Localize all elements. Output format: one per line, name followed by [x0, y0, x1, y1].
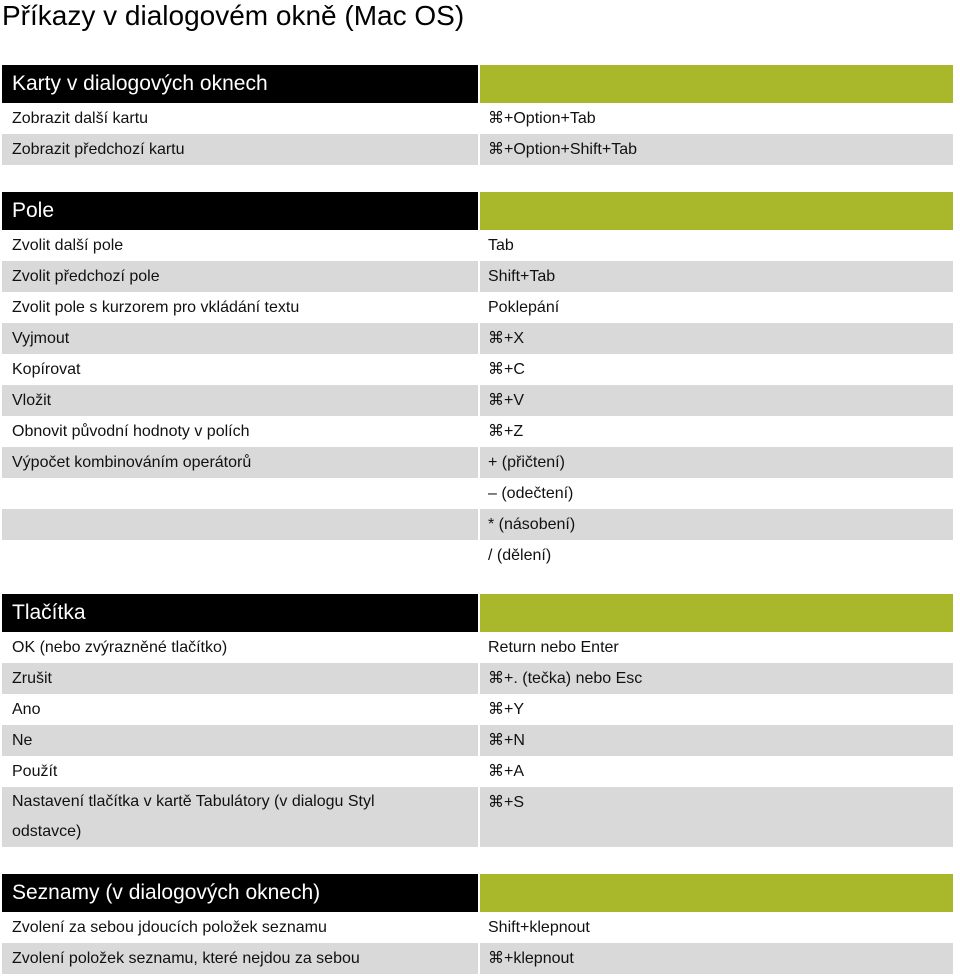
shortcut: ⌘+V: [480, 385, 953, 416]
shortcut: Shift+Tab: [480, 261, 953, 292]
section-header-accent: [480, 874, 953, 912]
command-label: Zvolit pole s kurzorem pro vkládání textu: [12, 299, 300, 316]
table-row: [2, 632, 953, 663]
section-title: Tlačítka: [2, 594, 478, 632]
table-row: [2, 912, 953, 943]
table-row: [2, 354, 953, 385]
table-row: [2, 261, 953, 292]
section-title: Pole: [2, 192, 478, 230]
command-label: [2, 478, 478, 509]
shortcut: ⌘+X: [480, 323, 953, 354]
command-label: Zvolení položek seznamu, které nejdou za sebou: [2, 943, 478, 974]
section-buttons: [2, 594, 953, 847]
table-row: [2, 663, 953, 694]
command-label: Kopírovat: [12, 361, 81, 378]
shortcut: * (násobení): [480, 509, 953, 540]
table-row: [2, 385, 953, 416]
shortcut: ⌘+A: [488, 763, 525, 780]
table-row: [2, 478, 953, 509]
section-header: [2, 65, 953, 103]
shortcut: / (dělení): [488, 547, 552, 564]
table-row: [2, 103, 953, 134]
shortcut: ⌘+Option+Shift+Tab: [480, 134, 953, 165]
shortcut: ⌘+. (tečka) nebo Esc: [480, 663, 953, 694]
section-title: Karty v dialogových oknech: [2, 65, 478, 103]
section-header-accent: [480, 594, 953, 632]
shortcut: ⌘+S: [480, 787, 953, 847]
section-header: [2, 192, 953, 230]
section-tabs: [2, 65, 953, 165]
command-label: Nastavení tlačítka v kartě Tabulátory (v dialogu Styl odstavce): [2, 787, 478, 847]
command-label: Zobrazit předchozí kartu: [2, 134, 478, 165]
table-row: [2, 230, 953, 261]
section-header-accent: [480, 65, 953, 103]
table-row: [2, 787, 953, 847]
command-label: Výpočet kombinováním operátorů: [2, 447, 478, 478]
command-label: [2, 509, 478, 540]
shortcut: Return nebo Enter: [488, 639, 619, 656]
section-fields: [2, 192, 953, 571]
table-row: [2, 509, 953, 540]
shortcut: ⌘+C: [488, 361, 525, 378]
command-label: OK (nebo zvýrazněné tlačítko): [12, 639, 228, 656]
shortcut: + (přičtení): [480, 447, 953, 478]
table-row: [2, 943, 953, 974]
table-row: [2, 725, 953, 756]
section-lists: [2, 874, 953, 974]
command-label: Vyjmout: [2, 323, 478, 354]
table-row: [2, 447, 953, 478]
table-row: [2, 134, 953, 165]
section-header: [2, 594, 953, 632]
command-label: Zvolit další pole: [12, 237, 124, 254]
command-label: Obnovit původní hodnoty v polích: [12, 423, 250, 440]
shortcut: ⌘+N: [480, 725, 953, 756]
table-row: [2, 416, 953, 447]
shortcut: Poklepání: [488, 299, 560, 316]
table-row: [2, 694, 953, 725]
command-label: Ne: [2, 725, 478, 756]
shortcut: ⌘+Y: [488, 701, 525, 718]
table-row: [2, 756, 953, 787]
command-label: Zobrazit další kartu: [12, 110, 149, 127]
page-title: Příkazy v dialogovém okně (Mac OS): [2, 0, 465, 31]
command-label: Použít: [12, 763, 58, 780]
command-label: Zrušit: [2, 663, 478, 694]
shortcut: – (odečtení): [488, 485, 574, 502]
section-title: Seznamy (v dialogových oknech): [2, 874, 478, 912]
shortcut: Tab: [488, 237, 514, 254]
shortcut: ⌘+Option+Tab: [488, 110, 596, 127]
section-header-accent: [480, 192, 953, 230]
command-label: Vložit: [2, 385, 478, 416]
table-row: [2, 540, 953, 571]
shortcut: Shift+klepnout: [488, 919, 590, 936]
shortcut: ⌘+klepnout: [480, 943, 953, 974]
table-row: [2, 292, 953, 323]
section-header: [2, 874, 953, 912]
table-row: [2, 323, 953, 354]
command-label: Zvolení za sebou jdoucích položek seznamu: [12, 919, 327, 936]
command-label: Ano: [12, 701, 41, 718]
command-label: Zvolit předchozí pole: [2, 261, 478, 292]
shortcut: ⌘+Z: [488, 423, 524, 440]
command-label: [2, 540, 478, 571]
